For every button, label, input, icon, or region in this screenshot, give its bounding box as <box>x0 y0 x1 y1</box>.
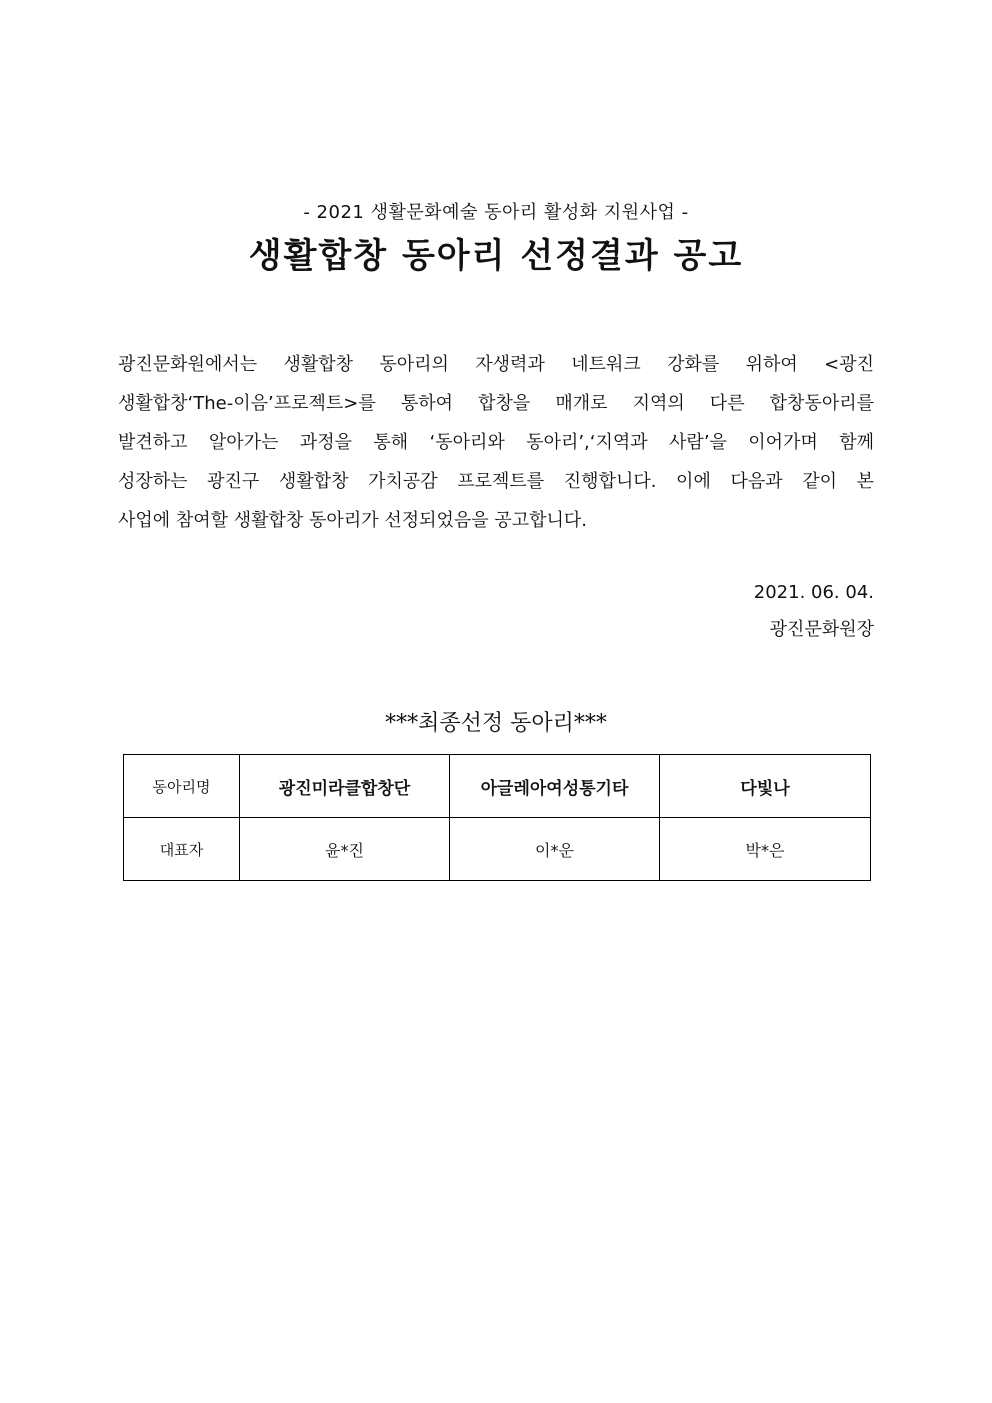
body-line: 광진문화원에서는 생활합창 동아리의 자생력과 네트워크 강화를 위하여 <광진 <box>118 354 874 375</box>
row-header-club-name: 동아리명 <box>124 755 240 818</box>
club-name-cell: 다빛나 <box>660 755 871 818</box>
announcement-date: 2021. 06. 04. <box>753 582 874 603</box>
body-line: 성장하는 광진구 생활합창 가치공감 프로젝트를 진행합니다. 이에 다음과 같이 본 <box>118 471 874 492</box>
body-line: 사업에 참여할 생활합창 동아리가 선정되었음을 공고합니다. <box>118 510 588 531</box>
table-caption: ***최종선정 동아리*** <box>385 711 607 736</box>
announcement-body <box>118 345 874 540</box>
club-name-cell: 아글레아여성통기타 <box>450 755 660 818</box>
document-title: 생활합창 동아리 선정결과 공고 <box>248 236 744 276</box>
club-name-cell: 광진미라클합창단 <box>240 755 450 818</box>
document-subtitle: - 2021 생활문화예술 동아리 활성화 지원사업 - <box>303 202 689 223</box>
selected-clubs-table <box>123 754 871 881</box>
body-line: 발견하고 알아가는 과정을 통해 ‘동아리와 동아리’,‘지역과 사람’을 이어가며 함께 <box>118 432 874 453</box>
body-line: 생활합창‘The-이음’프로젝트>를 통하여 합창을 매개로 지역의 다른 합창동아리를 <box>118 393 874 414</box>
signer-title: 광진문화원장 <box>769 619 874 640</box>
table-row <box>124 818 871 881</box>
representative-cell: 윤*진 <box>240 818 450 881</box>
representative-cell: 박*은 <box>660 818 871 881</box>
row-header-representative: 대표자 <box>124 818 240 881</box>
representative-cell: 이*운 <box>450 818 660 881</box>
table-row <box>124 755 871 818</box>
